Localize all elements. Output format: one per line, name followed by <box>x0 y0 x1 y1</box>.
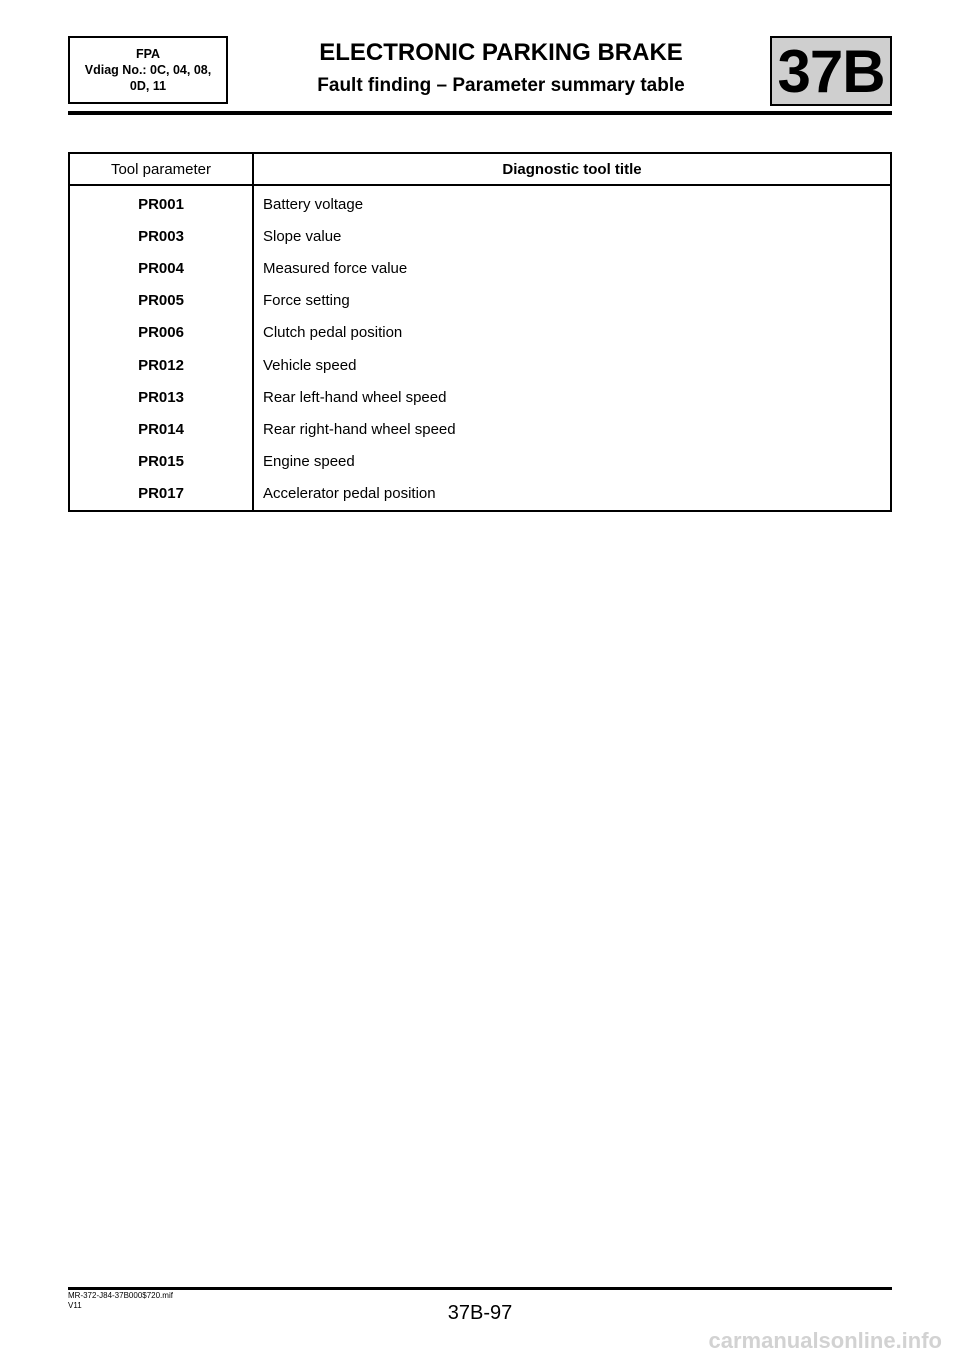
parameter-title: Measured force value <box>263 259 408 277</box>
parameter-code: PR004 <box>69 252 253 284</box>
parameter-code: PR013 <box>69 381 253 413</box>
header-diagnostic-title: Diagnostic tool title <box>253 153 891 185</box>
vdiag-line-1: Vdiag No.: 0C, 04, 08, <box>84 63 212 77</box>
parameter-title: Engine speed <box>263 453 355 471</box>
section-badge: 37B <box>770 36 892 106</box>
footer-version: V11 <box>68 1301 82 1310</box>
table-row <box>69 478 891 511</box>
parameter-code: PR003 <box>69 220 253 252</box>
vehicle-code: FPA <box>135 47 161 61</box>
parameter-code: PR017 <box>69 478 253 511</box>
footer-file-reference: MR-372-J84-37B000$720.mif <box>68 1291 173 1300</box>
table-header-row <box>69 153 891 185</box>
parameter-title: Clutch pedal position <box>263 324 403 342</box>
watermark: carmanualsonline.info <box>708 1328 942 1353</box>
parameter-code: PR001 <box>69 185 253 220</box>
parameter-code: PR005 <box>69 285 253 317</box>
parameter-table <box>68 152 892 512</box>
table-row <box>69 446 891 478</box>
page-subtitle: Fault finding – Parameter summary table <box>317 75 685 96</box>
table-row <box>69 220 891 252</box>
table-row <box>69 413 891 445</box>
parameter-code: PR012 <box>69 349 253 381</box>
parameter-title: Vehicle speed <box>263 356 357 374</box>
table-row <box>69 285 891 317</box>
parameter-title: Force setting <box>263 292 350 310</box>
footer-divider <box>68 1287 892 1290</box>
parameter-code: PR006 <box>69 317 253 349</box>
header-center <box>232 36 770 98</box>
page-title: ELECTRONIC PARKING BRAKE <box>319 39 683 66</box>
parameter-title: Accelerator pedal position <box>263 485 436 503</box>
table-row <box>69 349 891 381</box>
header-tool-parameter: Tool parameter <box>69 153 253 185</box>
parameter-title: Slope value <box>263 227 342 245</box>
header-divider <box>68 111 892 115</box>
page-number: 37B-97 <box>447 1302 513 1324</box>
parameter-title: Rear left-hand wheel speed <box>263 388 447 406</box>
table-row <box>69 381 891 413</box>
table-row <box>69 252 891 284</box>
table-row <box>69 185 891 220</box>
parameter-code: PR015 <box>69 446 253 478</box>
vdiag-box <box>68 36 228 104</box>
table-row <box>69 317 891 349</box>
vdiag-line-2: 0D, 11 <box>129 79 167 93</box>
parameter-title: Rear right-hand wheel speed <box>263 420 456 438</box>
parameter-code: PR014 <box>69 413 253 445</box>
parameter-title: Battery voltage <box>263 195 364 213</box>
